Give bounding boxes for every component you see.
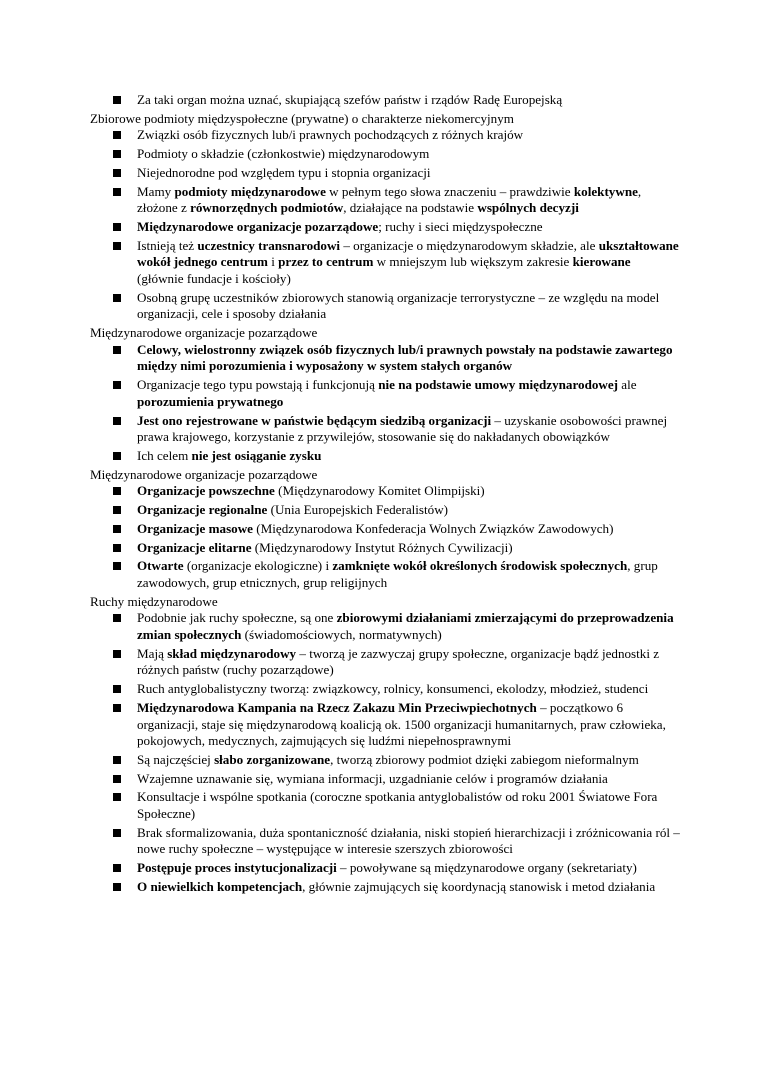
list-item bbox=[90, 483, 680, 500]
square-bullet-icon bbox=[113, 756, 121, 764]
bold-text: kolektywne bbox=[573, 183, 638, 199]
bold-text: podmioty międzynarodowe bbox=[174, 183, 326, 199]
bold-text: Międzynarodowe organizacje pozarządowe bbox=[137, 219, 379, 235]
bold-text: Jest ono rejestrowane w państwie będącym siedzibą organizacji bbox=[137, 412, 492, 428]
list-item bbox=[90, 413, 680, 446]
text-run: – powoływane są międzynarodowe organy (sekretariaty) bbox=[336, 860, 637, 876]
section-heading: Międzynarodowe organizacje pozarządowe bbox=[90, 325, 318, 341]
list-item bbox=[90, 681, 680, 698]
text-run: – uzyskanie osobowości prawnej prawa krajowego, korzystanie z przywilejów, stosowanie się do nakładanych obowiązków bbox=[137, 412, 668, 445]
text-run: ; ruchy i sieci międzyspołeczne bbox=[378, 219, 543, 235]
list-item bbox=[90, 502, 680, 519]
bold-text: kierowane bbox=[572, 254, 631, 270]
list-item bbox=[90, 92, 680, 109]
bold-text: Organizacje masowe bbox=[137, 520, 253, 536]
text-run: Konsultacje i wspólne spotkania (coroczne spotkania antyglobalistów od roku 2001 Światowe Fora Społeczne) bbox=[137, 789, 658, 822]
bold-text: nie jest osiąganie zysku bbox=[191, 447, 322, 463]
section-heading: Międzynarodowe organizacje pozarządowe bbox=[90, 466, 318, 482]
text-run: ale bbox=[618, 377, 637, 393]
text-run: Osobną grupę uczestników zbiorowych stanowią organizacje terrorystyczne – ze względu na model organizacji, cele i sposoby działania bbox=[137, 289, 660, 322]
square-bullet-icon bbox=[113, 150, 121, 158]
text-run: – organizacje o międzynarodowym składzie, ale bbox=[340, 237, 599, 253]
list-item bbox=[90, 127, 680, 144]
list-item bbox=[90, 610, 680, 643]
list-item bbox=[90, 342, 680, 375]
bullet-list bbox=[90, 610, 680, 895]
text-run: Ruch antyglobalistyczny tworzą: związkowcy, rolnicy, konsumenci, ekolodzy, młodzież, studenci bbox=[137, 681, 649, 697]
bold-text: ukształtowane wokół jednego centrum bbox=[137, 237, 679, 270]
bullet-list bbox=[90, 483, 680, 591]
list-item bbox=[90, 165, 680, 182]
square-bullet-icon bbox=[113, 452, 121, 460]
square-bullet-icon bbox=[113, 544, 121, 552]
bold-text: Postępuje proces instytucjonalizacji bbox=[137, 860, 337, 876]
text-run: Związki osób fizycznych lub/i prawnych pochodzących z różnych krajów bbox=[137, 127, 524, 143]
list-item bbox=[90, 377, 680, 410]
text-run: Za taki organ można uznać, skupiającą szefów państw i rządów Radę Europejską bbox=[137, 92, 563, 107]
list-item bbox=[90, 521, 680, 538]
text-run: Podobnie jak ruchy społeczne, są one bbox=[137, 610, 337, 626]
square-bullet-icon bbox=[113, 562, 121, 570]
text-run: i bbox=[267, 254, 279, 270]
text-run: Ich celem bbox=[137, 447, 192, 463]
bold-text: Międzynarodowa Kampania na Rzecz Zakazu Min Przeciwpiechotnych bbox=[137, 699, 537, 715]
bold-text: zbiorowymi działaniami zmierzającymi do przeprowadzenia zmian społecznych bbox=[137, 610, 674, 642]
list-item bbox=[90, 825, 680, 858]
square-bullet-icon bbox=[113, 793, 121, 801]
text-run: Mamy bbox=[137, 183, 175, 199]
list-item bbox=[90, 238, 680, 288]
square-bullet-icon bbox=[113, 169, 121, 177]
square-bullet-icon bbox=[113, 131, 121, 139]
bold-text: zamknięte wokół określonych środowisk społecznych bbox=[332, 558, 628, 574]
list-item bbox=[90, 879, 680, 896]
list-item bbox=[90, 752, 680, 769]
bold-text: uczestnicy transnarodowi bbox=[197, 237, 341, 253]
square-bullet-icon bbox=[113, 650, 121, 658]
text-run: , tworzą zbiorowy podmiot dzięki zabiegom nieformalnym bbox=[330, 751, 639, 767]
list-item bbox=[90, 700, 680, 750]
text-run: Są najczęściej bbox=[137, 751, 215, 767]
bold-text: wspólnych decyzji bbox=[477, 200, 579, 216]
bold-text: Organizacje regionalne bbox=[137, 502, 268, 518]
text-run: (Międzynarodowy Instytut Różnych Cywilizacji) bbox=[251, 539, 513, 555]
text-run: (Międzynarodowa Konfederacja Wolnych Związków Zawodowych) bbox=[253, 520, 614, 536]
bold-text: porozumienia prywatnego bbox=[137, 393, 284, 409]
text-run: (Międzynarodowy Komitet Olimpijski) bbox=[274, 483, 485, 499]
list-item bbox=[90, 219, 680, 236]
text-run: Mają bbox=[137, 645, 168, 661]
text-run: (Unia Europejskich Federalistów) bbox=[267, 502, 449, 518]
bold-text: Organizacje powszechne bbox=[137, 483, 275, 499]
bold-text: równorzędnych podmiotów bbox=[190, 200, 344, 216]
section-heading: Zbiorowe podmioty międzyspołeczne (prywatne) o charakterze niekomercyjnym bbox=[90, 110, 514, 126]
list-item bbox=[90, 789, 680, 822]
text-run: (organizacje ekologiczne) i bbox=[183, 558, 333, 574]
bold-text: przez to centrum bbox=[278, 254, 374, 270]
text-run: Podmioty o składzie (członkostwie) międzynarodowym bbox=[137, 146, 430, 162]
square-bullet-icon bbox=[113, 775, 121, 783]
text-run: , złożone z bbox=[137, 183, 642, 216]
bold-text: skład międzynarodowy bbox=[167, 645, 297, 661]
text-run: , grup zawodowych, grup etnicznych, grup religijnych bbox=[137, 558, 658, 591]
list-item bbox=[90, 646, 680, 679]
list-item bbox=[90, 146, 680, 163]
square-bullet-icon bbox=[113, 506, 121, 514]
square-bullet-icon bbox=[113, 487, 121, 495]
bold-text: słabo zorganizowane bbox=[214, 751, 331, 767]
list-item bbox=[90, 860, 680, 877]
square-bullet-icon bbox=[113, 294, 121, 302]
bullet-list bbox=[90, 92, 680, 109]
square-bullet-icon bbox=[113, 883, 121, 891]
square-bullet-icon bbox=[113, 704, 121, 712]
document-page bbox=[90, 92, 680, 898]
square-bullet-icon bbox=[113, 525, 121, 533]
text-run: – tworzą je zazwyczaj grupy społeczne, organizacje bądź jednostki z różnych państw (ruchy pozarządowe) bbox=[137, 645, 660, 678]
square-bullet-icon bbox=[113, 685, 121, 693]
text-run: Istnieją też bbox=[137, 237, 198, 253]
bullet-list bbox=[90, 127, 680, 323]
text-run: (świadomościowych, normatywnych) bbox=[241, 627, 442, 642]
list-item bbox=[90, 771, 680, 788]
bullet-list bbox=[90, 342, 680, 465]
list-item bbox=[90, 448, 680, 465]
text-run: – początkowo 6 organizacji, staje się międzynarodową koalicją ok. 1500 organizacji humanitarnych, praw człowieka, pokojowych, medycznych, zajmujących się ludźmi niepełnosprawnymi bbox=[137, 699, 666, 749]
text-run: Brak sformalizowania, duża spontaniczność działania, niski stopień hierarchizacji i zróżnicowania ról – nowe ruchy społeczne – występujące w interesie szerszych zbiorowości bbox=[137, 824, 680, 857]
text-run: Wzajemne uznawanie się, wymiana informacji, uzgadnianie celów i programów działania bbox=[137, 770, 608, 786]
list-item bbox=[90, 540, 680, 557]
text-run: w mniejszym lub większym zakresie bbox=[373, 254, 573, 270]
text-run: Niejednorodne pod względem typu i stopnia organizacji bbox=[137, 164, 431, 180]
text-run: w pełnym tego słowa znaczeniu – prawdziwie bbox=[325, 183, 574, 199]
bold-text: Organizacje elitarne bbox=[137, 539, 252, 555]
list-item bbox=[90, 558, 680, 591]
text-run: , działające na podstawie bbox=[343, 200, 478, 216]
square-bullet-icon bbox=[113, 96, 121, 104]
square-bullet-icon bbox=[113, 829, 121, 837]
square-bullet-icon bbox=[113, 346, 121, 354]
text-run: (głównie fundacje i kościoły) bbox=[137, 271, 291, 287]
bold-text: Celowy, wielostronny związek osób fizycznych lub/i prawnych powstały na podstawie zawartego między nimi porozumienia i wyposażony w system stałych organów bbox=[137, 341, 673, 374]
square-bullet-icon bbox=[113, 417, 121, 425]
section-heading: Ruchy międzynarodowe bbox=[90, 593, 218, 609]
list-item bbox=[90, 290, 680, 323]
list-item bbox=[90, 184, 680, 217]
text-run: , głównie zajmujących się koordynacją stanowisk i metod działania bbox=[302, 879, 656, 894]
square-bullet-icon bbox=[113, 381, 121, 389]
bold-text: O niewielkich kompetencjach bbox=[137, 879, 303, 894]
square-bullet-icon bbox=[113, 242, 121, 250]
square-bullet-icon bbox=[113, 864, 121, 872]
square-bullet-icon bbox=[113, 188, 121, 196]
square-bullet-icon bbox=[113, 614, 121, 622]
bold-text: nie na podstawie umowy międzynarodowej bbox=[378, 377, 619, 393]
text-run: Organizacje tego typu powstają i funkcjonują bbox=[137, 377, 379, 393]
square-bullet-icon bbox=[113, 223, 121, 231]
bold-text: Otwarte bbox=[137, 558, 184, 574]
